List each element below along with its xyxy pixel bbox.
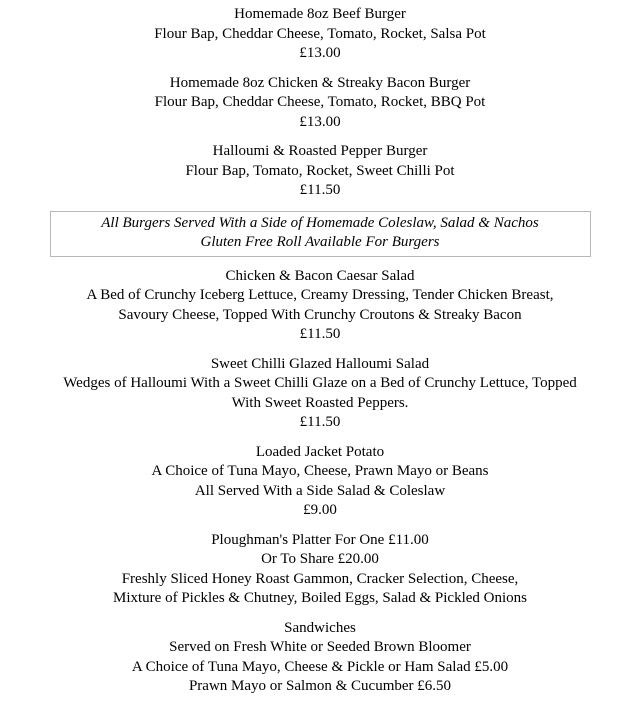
item-description: Or To Share £20.00 (261, 551, 379, 567)
menu-item-caesar-salad (0, 267, 640, 345)
item-title: Halloumi & Roasted Pepper Burger (212, 143, 428, 159)
item-title: Homemade 8oz Beef Burger (234, 6, 406, 22)
notice-sides: All Burgers Served With a Side of Homemade Coleslaw, Salad & Nachos (101, 214, 539, 231)
burger-notice-box (50, 211, 591, 257)
item-description: A Choice of Tuna Mayo, Cheese & Pickle or Ham Salad £5.00 (131, 658, 509, 675)
item-description: Mixture of Pickles & Chutney, Boiled Eggs, Salad & Pickled Onions (113, 590, 527, 606)
item-price: £13.00 (299, 45, 341, 61)
item-description: Prawn Mayo or Salmon & Cucumber £6.50 (188, 678, 452, 694)
item-description: Flour Bap, Cheddar Cheese, Tomato, Rocket, Salsa Pot (154, 25, 486, 42)
item-price: £11.50 (299, 326, 341, 342)
menu-item-chicken-bacon-burger (0, 74, 640, 133)
menu-item-halloumi-burger (0, 142, 640, 201)
item-title: Homemade 8oz Chicken & Streaky Bacon Burger (169, 74, 471, 91)
notice-gluten-free: Gluten Free Roll Available For Burgers (200, 234, 440, 250)
menu-item-sandwiches (0, 619, 640, 697)
item-price: £11.50 (299, 182, 341, 198)
item-description: Flour Bap, Cheddar Cheese, Tomato, Rocket, BBQ Pot (154, 94, 486, 110)
item-description: Freshly Sliced Honey Roast Gammon, Cracker Selection, Cheese, (121, 570, 519, 587)
menu-list (0, 5, 640, 707)
item-title: Chicken & Bacon Caesar Salad (225, 267, 415, 284)
menu-item-ploughmans-platter (0, 531, 640, 609)
item-title: Sandwiches (284, 619, 356, 636)
item-description: Served on Fresh White or Seeded Brown Bloomer (169, 639, 471, 655)
item-description: With Sweet Roasted Peppers. (231, 394, 409, 411)
item-title: Ploughman's Platter For One £11.00 (211, 531, 429, 548)
item-price: £13.00 (299, 113, 341, 130)
menu-item-halloumi-salad (0, 355, 640, 433)
item-title: Loaded Jacket Potato (255, 443, 385, 460)
menu-item-jacket-potato (0, 443, 640, 521)
item-description: A Bed of Crunchy Iceberg Lettuce, Creamy Dressing, Tender Chicken Breast, (86, 287, 554, 303)
item-price: £9.00 (303, 502, 337, 518)
item-description: All Served With a Side Salad & Coleslaw (194, 482, 446, 499)
item-description: A Choice of Tuna Mayo, Cheese, Prawn Mayo or Beans (151, 463, 489, 479)
item-price: £11.50 (299, 414, 341, 430)
item-description: Savoury Cheese, Topped With Crunchy Croutons & Streaky Bacon (118, 306, 522, 323)
menu-item-beef-burger (0, 5, 640, 64)
item-description: Flour Bap, Tomato, Rocket, Sweet Chilli Pot (185, 162, 455, 179)
item-title: Sweet Chilli Glazed Halloumi Salad (210, 355, 430, 372)
item-description: Wedges of Halloumi With a Sweet Chilli Glaze on a Bed of Crunchy Lettuce, Topped (63, 375, 577, 391)
